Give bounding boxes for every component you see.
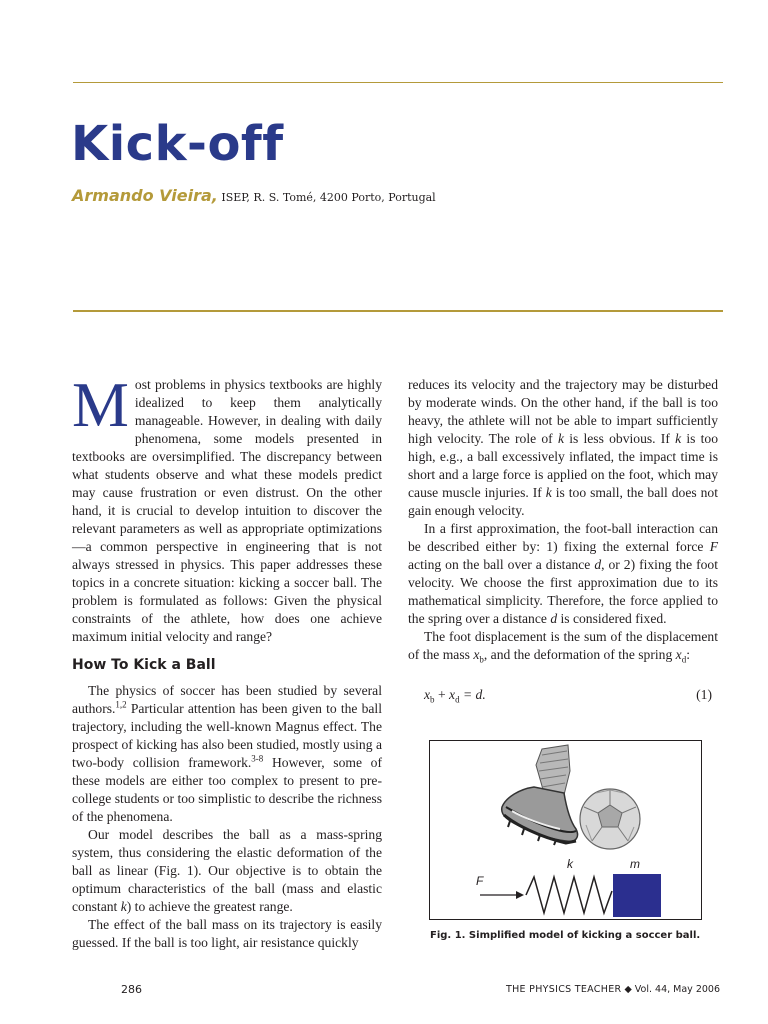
- intro-text: ost problems in physics textbooks are highly idealized to keep them analytically manageable. However, in dealing with daily phenomena, some models presented in textbooks are oversimplified. The discrepancy between what students observe and what these models predict may cause frustration or even distrust. On the other hand, it is crucial to develop intuition to discover the relevant parameters as well as appropriate optimizations—a common perspective in engineering that is not always stressed in physics. This paper addresses these topics in a concrete situation: kicking a soccer ball. The problem is formulated as follows: Given the physical constraints of the athlete, how does one achieve maximum initial velocity and range?: [72, 377, 382, 644]
- byline: [72, 186, 436, 205]
- eq-subscript: b: [430, 694, 435, 705]
- journal-name: THE PHYSICS TEACHER: [506, 984, 622, 995]
- eq-operator: +: [434, 687, 450, 702]
- journal-footer: [506, 984, 720, 995]
- symbol-d: d: [550, 611, 558, 626]
- author-name: Armando Vieira: [72, 186, 212, 205]
- paragraph-text: is too high, e.g., a ball excessively inflated, the impact time is short and a large force is applied on the foot, which may cause muscle injuries. If: [408, 431, 719, 500]
- paragraph-text: In a first approximation, the foot-ball interaction can be described either by: 1) fixing the external force: [408, 521, 718, 554]
- paragraph-text: , or 2) fixing the foot velocity. We choose the first approximation due to its mathematical simplicity. Therefore, the force applied to the spring over a distance: [408, 557, 718, 626]
- citation-ref: 3-8: [251, 753, 264, 764]
- mass-block: [613, 874, 661, 917]
- eq-symbol: x: [449, 687, 456, 702]
- label-k: k: [567, 857, 573, 871]
- force-arrow: [480, 891, 524, 899]
- symbol-k: k: [120, 899, 127, 914]
- author-separator: ,: [211, 186, 218, 205]
- paragraph: [408, 520, 718, 628]
- paragraph: [408, 376, 718, 520]
- sock-illustration: [536, 745, 570, 795]
- author-affiliation: ISEP, R. S. Tomé, 4200 Porto, Portugal: [221, 191, 436, 204]
- paragraph-text: , and the deformation of the spring: [483, 647, 676, 662]
- equation-1: [424, 686, 712, 704]
- intro-paragraph: [72, 369, 382, 646]
- figure-illustration: [430, 741, 701, 919]
- paragraph: [72, 682, 382, 826]
- label-force: F: [476, 874, 484, 888]
- shoe-illustration: [502, 787, 578, 845]
- paragraph-text: is too small, the ball does not gain enough velocity.: [408, 485, 719, 518]
- paragraph-text: The foot displacement is the sum of the displacement of the mass: [408, 629, 718, 662]
- drop-cap: M: [72, 369, 129, 440]
- subscript: b: [479, 654, 484, 665]
- equation-body: [424, 686, 486, 704]
- symbol-k: k: [557, 431, 564, 446]
- diamond-icon: ◆: [624, 984, 632, 995]
- paragraph-text: reduces its velocity and the trajectory may be disturbed by moderate winds. On the other hand, if the ball is too heavy, the athlete will not be able to impart sufficiently high velocity. The role of: [408, 377, 718, 446]
- paragraph-text: Our model describes the ball as a mass-spring system, thus considering the elastic deformation of the ball as linear (Fig. 1). Our objective is to obtain the optimum characteristics of the ball (mass and elastic constant: [72, 827, 382, 914]
- paragraph-text: ) to achieve the greatest range.: [126, 899, 293, 914]
- spring-illustration: [526, 877, 612, 913]
- paragraph-text: :: [686, 647, 690, 662]
- paragraph-text: The physics of soccer has been studied by several authors.: [72, 683, 382, 716]
- figure-caption: Fig. 1. Simplified model of kicking a soccer ball.: [430, 930, 701, 941]
- symbol-F: F: [709, 539, 718, 554]
- top-rule: [73, 82, 723, 83]
- symbol-x: x: [473, 647, 480, 662]
- paragraph-text: However, some of these models are either too complex to present to pre-college students or too simplistic to describe the richness of the phenomena.: [72, 755, 382, 824]
- paragraph: [72, 916, 382, 952]
- paragraph: [72, 826, 382, 916]
- symbol-k: k: [545, 485, 552, 500]
- subscript: d: [681, 654, 687, 665]
- soccer-ball-illustration: [580, 789, 640, 849]
- eq-symbol: x: [424, 687, 431, 702]
- symbol-x: x: [675, 647, 682, 662]
- symbol-d: d: [594, 557, 602, 572]
- article-title: Kick-off: [71, 116, 284, 172]
- left-column: [72, 369, 382, 952]
- figure-1: [429, 740, 702, 920]
- section-heading: How To Kick a Ball: [72, 657, 216, 673]
- citation-ref: 1,2: [115, 699, 127, 710]
- symbol-k: k: [675, 431, 682, 446]
- eq-subscript: d: [455, 694, 460, 705]
- paragraph-text: is less obvious. If: [563, 431, 676, 446]
- equation-number: (1): [696, 687, 712, 702]
- journal-volume: Vol. 44, May 2006: [634, 984, 720, 995]
- right-column: [408, 376, 718, 704]
- paragraph: [408, 628, 718, 664]
- eq-rhs: = d.: [459, 687, 486, 702]
- paragraph-text: The effect of the ball mass on its trajectory is easily guessed. If the ball is too light, air resistance quickly: [72, 917, 382, 950]
- label-m: m: [630, 857, 640, 871]
- page-number: 286: [121, 983, 142, 996]
- paragraph-text: acting on the ball over a distance: [408, 557, 595, 572]
- paragraph-text: is considered fixed.: [557, 611, 667, 626]
- paragraph-text: Particular attention has been given to the ball trajectory, including the well-known Magnus effect. The prospect of kicking has also been studied, mostly using a two-body collision framework.: [72, 701, 382, 770]
- header-rule: [73, 310, 723, 312]
